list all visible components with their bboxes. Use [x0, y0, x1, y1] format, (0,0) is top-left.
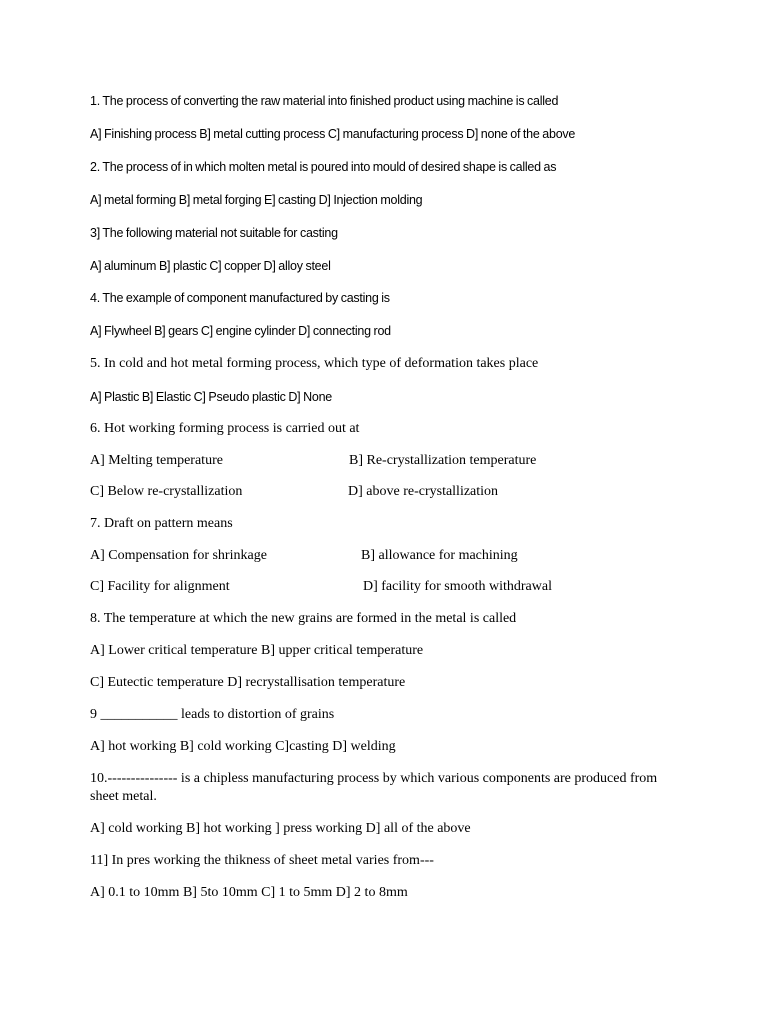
question-5: 5. In cold and hot metal forming process, which type of deformation takes place	[90, 356, 539, 371]
question-9: 9 ___________ leads to distortion of grains	[90, 707, 335, 722]
option-c: C] Below re-crystallization	[90, 484, 243, 499]
question-2-options: A] metal forming B] metal forging E] casting D] Injection molding	[90, 193, 423, 207]
question-3-options: A] aluminum B] plastic C] copper D] alloy steel	[90, 259, 331, 273]
question-9-options: A] hot working B] cold working C]casting D] welding	[90, 739, 396, 754]
option-a: A] Melting temperature	[90, 453, 223, 468]
option-d: D] facility for smooth withdrawal	[363, 579, 552, 594]
question-7: 7. Draft on pattern means	[90, 516, 233, 531]
question-6-options-row-1	[90, 452, 537, 470]
question-8-options-row-1: A] Lower critical temperature B] upper critical temperature	[90, 643, 424, 658]
question-10-options: A] cold working B] hot working ] press working D] all of the above	[90, 821, 471, 836]
question-2: 2. The process of in which molten metal is poured into mould of desired shape is called as	[90, 160, 557, 174]
question-7-options-row-1	[90, 547, 518, 565]
option-b: B] Re-crystallization temperature	[349, 453, 537, 468]
question-6-options-row-2	[90, 483, 499, 501]
question-1-options: A] Finishing process B] metal cutting process C] manufacturing process D] none of the above	[90, 127, 576, 141]
question-5-options: A] Plastic B] Elastic C] Pseudo plastic D] None	[90, 390, 332, 404]
question-10: 10.--------------- is a chipless manufacturing process by which various components are produced from sheet metal.	[90, 771, 658, 804]
question-8: 8. The temperature at which the new grains are formed in the metal is called	[90, 611, 517, 626]
question-11: 11] In pres working the thikness of sheet metal varies from---	[90, 853, 434, 868]
question-1: 1. The process of converting the raw material into finished product using machine is called	[90, 94, 559, 108]
question-4-options: A] Flywheel B] gears C] engine cylinder D] connecting rod	[90, 324, 391, 338]
question-7-options-row-2	[90, 578, 552, 596]
option-a: A] Compensation for shrinkage	[90, 548, 267, 563]
question-4: 4. The example of component manufactured by casting is	[90, 291, 390, 305]
question-8-options-row-2: C] Eutectic temperature D] recrystallisation temperature	[90, 675, 406, 690]
question-3: 3] The following material not suitable for casting	[90, 226, 338, 240]
question-11-options: A] 0.1 to 10mm B] 5to 10mm C] 1 to 5mm D] 2 to 8mm	[90, 885, 408, 900]
option-d: D] above re-crystallization	[348, 484, 499, 499]
option-c: C] Facility for alignment	[90, 579, 230, 594]
question-6: 6. Hot working forming process is carried out at	[90, 421, 360, 436]
option-b: B] allowance for machining	[361, 548, 518, 563]
